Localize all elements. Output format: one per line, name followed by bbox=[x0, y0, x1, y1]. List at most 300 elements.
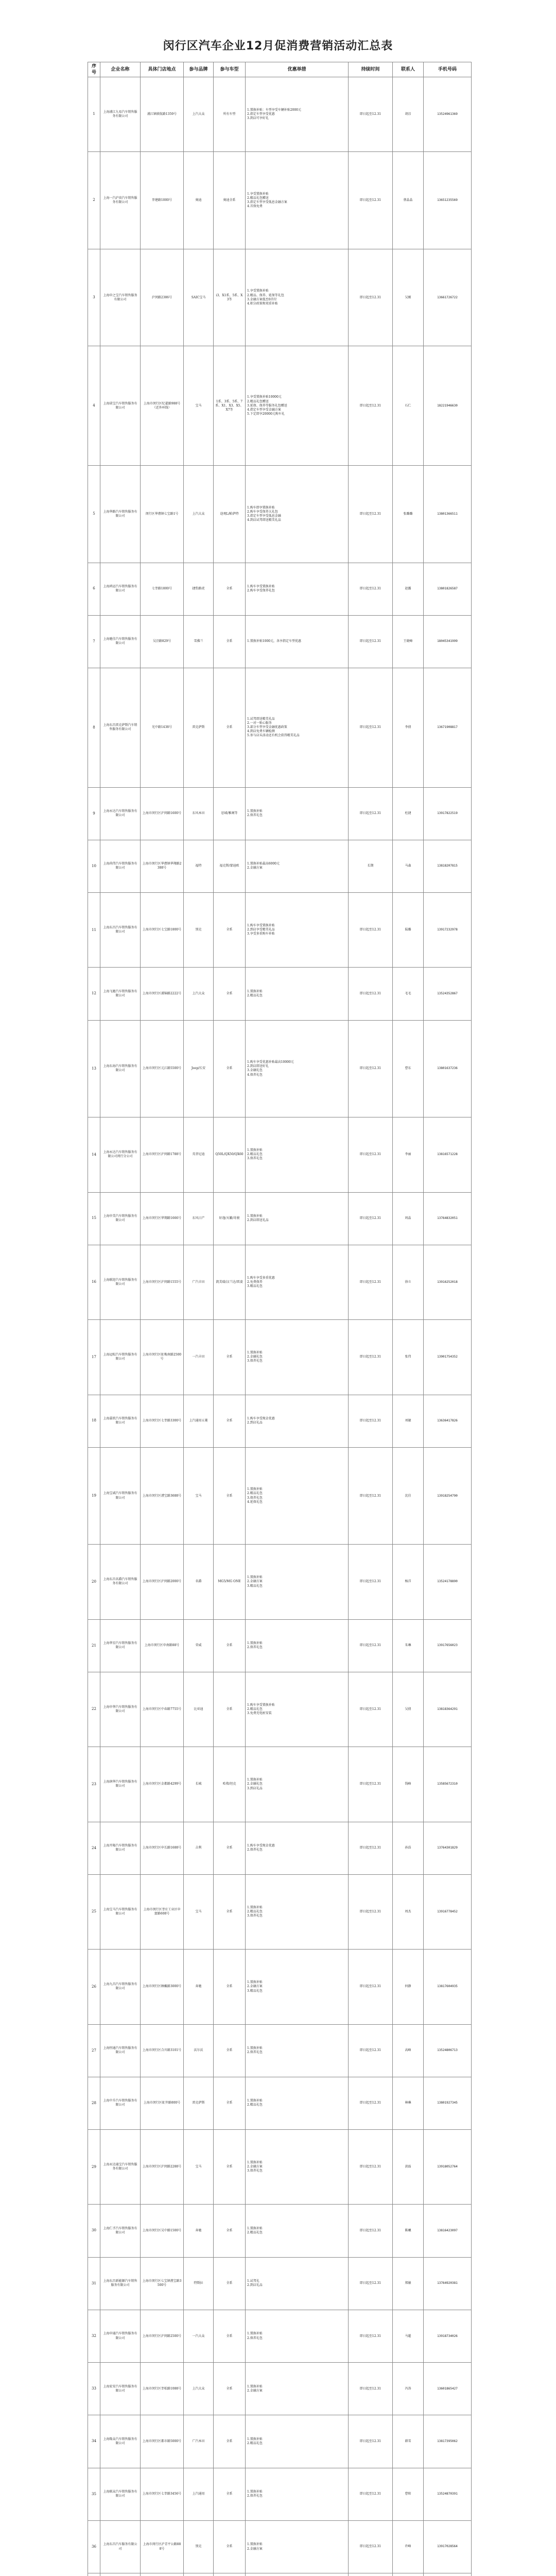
row-offer-cell: 1.置换补贴 2.保养礼包 bbox=[246, 2024, 349, 2077]
table-row bbox=[88, 787, 472, 840]
row-contact-cell: 毛毛 bbox=[393, 968, 424, 1020]
table-row bbox=[88, 249, 472, 346]
row-offer-cell: 1.购车享受优惠补贴最高10000元 2.到店即送好礼 3.金融礼包 4.保养礼包 bbox=[246, 1020, 349, 1117]
table-row bbox=[88, 1672, 472, 1747]
row-model-cell: MG5/MG ONE bbox=[214, 1545, 246, 1619]
row-phone-cell: 18221946630 bbox=[424, 346, 472, 466]
row-brand-cell: 上汽通用五菱 bbox=[184, 1395, 214, 1447]
row-time-cell: 即日起至12.31 bbox=[349, 1117, 393, 1192]
row-seq-cell: 12 bbox=[88, 968, 100, 1020]
table-row bbox=[88, 77, 472, 152]
row-contact-cell: 李倩 bbox=[393, 668, 424, 787]
row-offer-cell: 1.置换补贴：车型享受车辆补贴2000元 2.指定车型享受优惠 3.到店可享好礼 bbox=[246, 77, 349, 152]
row-seq-cell: 33 bbox=[88, 2363, 100, 2415]
row-phone-cell: 13917232978 bbox=[424, 893, 472, 968]
page-title: 闵行区汽车企业12月促消费营销活动汇总表 bbox=[163, 40, 393, 53]
row-seq-cell: 15 bbox=[88, 1192, 100, 1245]
row-seq-cell: 17 bbox=[88, 1320, 100, 1395]
table-row bbox=[88, 668, 472, 787]
row-address-cell: 上海市闵行区华翔路1666号 bbox=[141, 1192, 184, 1245]
row-model-cell: 全系 bbox=[214, 968, 246, 1020]
row-seq-cell: 20 bbox=[88, 1545, 100, 1619]
row-phone-cell: 13918052764 bbox=[424, 2130, 472, 2205]
row-seq-cell: 3 bbox=[88, 249, 100, 346]
row-model-cell: 全系 bbox=[214, 2077, 246, 2129]
table-row bbox=[88, 2024, 472, 2077]
row-address-cell: 上海市闵行区华漕镇华翔路2388号 bbox=[141, 840, 184, 892]
row-company-cell: 上海东昌名爵汽车销售服务有限公司 bbox=[100, 1545, 141, 1619]
table-row bbox=[88, 1619, 472, 1672]
row-company-cell: 上海永达汽车销售服务有限公司 bbox=[100, 787, 141, 840]
row-model-cell: 全系 bbox=[214, 1320, 246, 1395]
row-seq-cell: 30 bbox=[88, 2205, 100, 2257]
row-company-cell: 上海冠松汽车销售服务有限公司 bbox=[100, 1320, 141, 1395]
row-contact-cell: 黄磊 bbox=[393, 2130, 424, 2205]
row-model-cell: 全系 bbox=[214, 1822, 246, 1874]
row-brand-cell: 一汽丰田 bbox=[184, 1320, 214, 1395]
row-company-cell: 上海鸿运汽车销售服务有限公司 bbox=[100, 563, 141, 615]
row-contact-cell bbox=[393, 2573, 424, 2576]
row-contact-cell: 曹阳 bbox=[393, 2468, 424, 2520]
header-cell-address: 具体门店地点 bbox=[141, 62, 184, 77]
row-contact-cell: 郑敏 bbox=[393, 2257, 424, 2310]
row-address-cell: 闵行区华漕镇七宝路1号 bbox=[141, 466, 184, 563]
table-row bbox=[88, 466, 472, 563]
row-time-cell: 即日起至12.31 bbox=[349, 2310, 393, 2362]
row-offer-cell: 1.置换补贴 2.金融礼包 3.到店礼品 bbox=[246, 1747, 349, 1822]
row-company-cell: 上海宝马汽车销售服务有限公司 bbox=[100, 1874, 141, 1949]
row-offer-cell: 1.享受置换补贴 2.精品、保养、延保等礼包 3.金融方案低至0首付 4.积分政策和双重补贴 bbox=[246, 249, 349, 346]
row-model-cell: 全系 bbox=[214, 2468, 246, 2520]
table-row bbox=[88, 2257, 472, 2310]
row-offer-cell: 1.置换补贴 2.精品礼包 3.保养礼包 bbox=[246, 1874, 349, 1949]
row-address-cell: 上海市闵行区沪闵路2288号 bbox=[141, 2130, 184, 2205]
row-phone-cell: 13524178890 bbox=[424, 1545, 472, 1619]
table-row bbox=[88, 1874, 472, 1949]
row-model-cell: 全系 bbox=[214, 563, 246, 615]
table-header-row bbox=[88, 62, 472, 77]
row-phone-cell: 13764920381 bbox=[424, 2257, 472, 2310]
row-company-cell: 上海华路汽车销售服务有限公司 bbox=[100, 466, 141, 563]
row-company-cell: 上海东昌新能源汽车销售服务有限公司 bbox=[100, 2257, 141, 2310]
header-cell-time: 持续时间 bbox=[349, 62, 393, 77]
row-seq-cell: 11 bbox=[88, 893, 100, 968]
row-model-cell: 全系 bbox=[214, 1672, 246, 1747]
row-company-cell: 上海飞驰汽车销售服务有限公司 bbox=[100, 968, 141, 1020]
row-phone-cell: 13818364291 bbox=[424, 1672, 472, 1747]
row-brand-cell: 宝马 bbox=[184, 2130, 214, 2205]
row-seq-cell: 32 bbox=[88, 2310, 100, 2362]
row-contact-cell: 王晓峰 bbox=[393, 615, 424, 668]
row-phone-cell: 13817395062 bbox=[424, 2415, 472, 2468]
header-cell-model: 参与车型 bbox=[214, 62, 246, 77]
row-phone-cell: 13764301829 bbox=[424, 1822, 472, 1874]
table-row bbox=[88, 2468, 472, 2520]
row-seq-cell: 19 bbox=[88, 1447, 100, 1545]
row-time-cell: 即日起至12.31 bbox=[349, 1672, 393, 1747]
row-seq-cell: 13 bbox=[88, 1020, 100, 1117]
row-address-cell: 上海市闵行区纪翟路988号（近外环线） bbox=[141, 346, 184, 466]
row-phone-cell: 13917028564 bbox=[424, 2520, 472, 2573]
row-phone-cell: 13524961369 bbox=[424, 77, 472, 152]
row-company-cell: 上海浦江九易汽车销售服务有限公司 bbox=[100, 77, 141, 152]
row-brand-cell: 上汽大众 bbox=[184, 2363, 214, 2415]
row-brand-cell: 广汽本田 bbox=[184, 2415, 214, 2468]
row-contact-cell: 张伟 bbox=[393, 1320, 424, 1395]
row-company-cell: 上海申华汽车销售服务有限公司 bbox=[100, 1672, 141, 1747]
row-time-cell: 即日起至12.31 bbox=[349, 152, 393, 249]
row-offer-cell: 1.置换补贴 2.金融方案 bbox=[246, 2520, 349, 2573]
row-address-cell: 上海市闵行区申长路1688号 bbox=[141, 1822, 184, 1874]
row-model-cell: 全系 bbox=[214, 2310, 246, 2362]
row-company-cell: 上海尚伟汽车销售服务有限公司 bbox=[100, 840, 141, 892]
row-address-cell: 吴泾路829号 bbox=[141, 615, 184, 668]
row-contact-cell: 高峰 bbox=[393, 2024, 424, 2077]
row-address-cell: 上海市闵行区都市路5000号 bbox=[141, 2415, 184, 2468]
row-phone-cell: 13764832051 bbox=[424, 1192, 472, 1245]
row-company-cell: 上海东昌雷克萨斯汽车销售服务有限公司 bbox=[100, 668, 141, 787]
row-company-cell: 上海宝诚汽车销售服务有限公司 bbox=[100, 1447, 141, 1545]
row-contact-cell: 蔡晶晶 bbox=[393, 152, 424, 249]
row-company-cell: 上海润华汽车销售服务有限公司 bbox=[100, 1747, 141, 1822]
table-row bbox=[88, 1245, 472, 1319]
row-phone-cell: 13918254790 bbox=[424, 1447, 472, 1545]
row-model-cell: 全系 bbox=[214, 2257, 246, 2310]
table-row bbox=[88, 1020, 472, 1117]
row-time-cell: 即日起至12.31 bbox=[349, 1619, 393, 1672]
table-row bbox=[88, 1822, 472, 1874]
row-address-cell: 上海市闵行区沪青平公路888号 bbox=[141, 2520, 184, 2573]
row-model-cell: 凯美瑞/汉兰达/雷凌 bbox=[214, 1245, 246, 1319]
row-time-cell: 即日起至12.31 bbox=[349, 668, 393, 787]
row-seq-cell: 14 bbox=[88, 1117, 100, 1192]
row-phone-cell: 13601865427 bbox=[424, 2363, 472, 2415]
table-row bbox=[88, 2363, 472, 2415]
row-address-cell: 上海市闵行区浦锦路2222号 bbox=[141, 968, 184, 1020]
row-contact-cell: 吴刚 bbox=[393, 249, 424, 346]
row-contact-cell: 赵露 bbox=[393, 563, 424, 615]
row-time-cell: 即日起至12.31 bbox=[349, 346, 393, 466]
row-offer-cell: 1.置换补贴 2.精品礼包 3.保养礼包 bbox=[246, 1117, 349, 1192]
row-brand-cell: 比亚迪 bbox=[184, 1672, 214, 1747]
row-address-cell: 上海市闵行区吴中路1500号 bbox=[141, 2205, 184, 2257]
row-phone-cell: 13801826587 bbox=[424, 563, 472, 615]
row-company-cell: 上海一汽沪贵汽车销售服务有限公司 bbox=[100, 152, 141, 249]
row-model-cell: 全系 bbox=[214, 2130, 246, 2205]
row-model-cell: 全系 bbox=[214, 893, 246, 968]
row-address-cell: 上海市闵行区金都路4299号 bbox=[141, 1747, 184, 1822]
row-company-cell: 上海仁孚汽车销售服务有限公司 bbox=[100, 2205, 141, 2257]
row-seq-cell: 28 bbox=[88, 2077, 100, 2129]
row-brand-cell: 荣威 bbox=[184, 1619, 214, 1672]
row-phone-cell: 13917822519 bbox=[424, 787, 472, 840]
row-offer-cell: 1.置换补贴 2.保养礼包 bbox=[246, 1619, 349, 1672]
row-seq-cell: 1 bbox=[88, 77, 100, 152]
row-brand-cell: 上汽大众 bbox=[184, 968, 214, 1020]
row-address-cell: 上海市闵行区七莘路3300号 bbox=[141, 1395, 184, 1447]
row-address-cell: 莘建路1000号 bbox=[141, 152, 184, 249]
row-phone-cell: 13817604935 bbox=[424, 1950, 472, 2024]
row-time-cell: 即日起至12.31 bbox=[349, 563, 393, 615]
row-seq-cell: 18 bbox=[88, 1395, 100, 1447]
row-brand-cell: 长城 bbox=[184, 1747, 214, 1822]
table-row bbox=[88, 346, 472, 466]
row-contact-cell: 陈曦 bbox=[393, 2205, 424, 2257]
row-company-cell: 上海恒通汽车销售服务有限公司 bbox=[100, 2024, 141, 2077]
row-company-cell: 上海联众汽车销售服务有限公司 bbox=[100, 2468, 141, 2520]
row-company-cell: 上海驰佳汽车销售服务有限公司 bbox=[100, 615, 141, 668]
row-contact-cell: 林琳 bbox=[393, 2077, 424, 2129]
row-address-cell: 上海市闵行区申南路88号 bbox=[141, 1619, 184, 1672]
row-contact-cell: 曹东 bbox=[393, 1020, 424, 1117]
row-phone-cell: 13651235569 bbox=[424, 152, 472, 249]
row-time-cell: 即日起至12.31 bbox=[349, 249, 393, 346]
row-offer-cell: 1.置换补贴最高6000元 2.金融方案 bbox=[246, 840, 349, 892]
row-contact-cell: 杨洋 bbox=[393, 1545, 424, 1619]
row-seq-cell: 2 bbox=[88, 152, 100, 249]
row-contact-cell: 周晶 bbox=[393, 1192, 424, 1245]
row-time-cell: 即日起至12.31 bbox=[349, 1320, 393, 1395]
row-phone-cell: 13818207815 bbox=[424, 840, 472, 892]
row-model-cell: Q50L/QX50/QX60 bbox=[214, 1117, 246, 1192]
table-row bbox=[88, 1395, 472, 1447]
row-offer-cell: 1.购车享受置换补贴 2.精品礼包 3.免费充电桩安装 bbox=[246, 1672, 349, 1747]
row-contact-cell: 李丽 bbox=[393, 1117, 424, 1192]
row-phone-cell: 13916252018 bbox=[424, 1245, 472, 1319]
row-model-cell: 全系 bbox=[214, 1395, 246, 1447]
table-row bbox=[88, 2573, 472, 2576]
row-contact-cell: 许峰 bbox=[393, 2520, 424, 2573]
row-address-cell: 上海市闵行区沪闵路2000号 bbox=[141, 1545, 184, 1619]
row-phone-cell: 13916778452 bbox=[424, 1874, 472, 1949]
row-company-cell: 上海开隆汽车销售服务有限公司 bbox=[100, 1822, 141, 1874]
row-address-cell: 光中路1438号 bbox=[141, 668, 184, 787]
table-row bbox=[88, 2077, 472, 2129]
row-phone-cell: 13636417826 bbox=[424, 1395, 472, 1447]
row-address-cell bbox=[141, 2573, 184, 2576]
row-model-cell: 全系 bbox=[214, 1447, 246, 1545]
row-brand-cell: SAIC宝马 bbox=[184, 249, 214, 346]
row-contact-cell: 张璐璐 bbox=[393, 466, 424, 563]
row-contact-cell: 冯涛 bbox=[393, 2363, 424, 2415]
row-seq-cell: 8 bbox=[88, 668, 100, 787]
row-offer-cell: 1.置换补贴 2.精品礼包 bbox=[246, 2205, 349, 2257]
row-brand-cell bbox=[184, 2573, 214, 2576]
row-contact-cell: 陆璐 bbox=[393, 893, 424, 968]
row-company-cell: 上海永达通宝汽车销售服务有限公司 bbox=[100, 2130, 141, 2205]
row-seq-cell: 29 bbox=[88, 2130, 100, 2205]
table-row bbox=[88, 2310, 472, 2362]
row-brand-cell: 宝马 bbox=[184, 1874, 214, 1949]
table-row bbox=[88, 2415, 472, 2468]
row-company-cell: 上海诺宝汽车销售服务有限公司 bbox=[100, 346, 141, 466]
row-contact-cell: 周杰 bbox=[393, 1874, 424, 1949]
row-offer-cell: 1.购车享受现金优惠 2.保养礼包 bbox=[246, 1822, 349, 1874]
row-time-cell: 即日起至12.31 bbox=[349, 77, 393, 152]
row-address-cell: 上海市闵行区沪闵路2500号 bbox=[141, 2310, 184, 2362]
row-brand-cell: 广汽丰田 bbox=[184, 1245, 214, 1319]
table-row bbox=[88, 968, 472, 1020]
row-brand-cell: 宝马 bbox=[184, 1447, 214, 1545]
row-phone-cell: 13917656023 bbox=[424, 1619, 472, 1672]
row-time-cell: 即日起至12.31 bbox=[349, 2024, 393, 2077]
row-brand-cell: 东风日产 bbox=[184, 1192, 214, 1245]
row-time-cell: 即日起至12.31 bbox=[349, 1874, 393, 1949]
row-contact-cell: 何静 bbox=[393, 1950, 424, 2024]
table-row bbox=[88, 840, 472, 892]
header-cell-contact: 联系人 bbox=[393, 62, 424, 77]
row-time-cell: 即日起至12.31 bbox=[349, 2520, 393, 2573]
row-address-cell: 上海市闵行区合川路3101号 bbox=[141, 2024, 184, 2077]
row-seq-cell: 34 bbox=[88, 2415, 100, 2468]
row-company-cell: 上海东昌汽车服务有限公司 bbox=[100, 2520, 141, 2573]
row-offer-cell: 1.置换补贴 2.精品礼包 bbox=[246, 2077, 349, 2129]
row-model-cell: 全系 bbox=[214, 2205, 246, 2257]
row-time-cell: 即日起至12.31 bbox=[349, 2257, 393, 2310]
row-time-cell: 即日起至12.31 bbox=[349, 1822, 393, 1874]
row-contact-cell: 朱琳 bbox=[393, 1619, 424, 1672]
row-contact-cell: 马森 bbox=[393, 840, 424, 892]
row-model-cell: 所有车型 bbox=[214, 77, 246, 152]
table-row bbox=[88, 2520, 472, 2573]
row-address-cell: 上海市闵行区顾戴路3000号 bbox=[141, 1950, 184, 2024]
row-brand-cell: 捷豹路虎 bbox=[184, 563, 214, 615]
row-model-cell: 全系 bbox=[214, 1950, 246, 2024]
row-contact-cell: 杜捷 bbox=[393, 787, 424, 840]
header-cell-company: 企业名称 bbox=[100, 62, 141, 77]
row-seq-cell: 24 bbox=[88, 1822, 100, 1874]
row-company-cell: 上海东海汽车销售服务有限公司 bbox=[100, 1020, 141, 1117]
row-contact-cell: 刘敏 bbox=[393, 1395, 424, 1447]
row-time-cell: 长期 bbox=[349, 840, 393, 892]
row-seq-cell: 26 bbox=[88, 1950, 100, 2024]
row-offer-cell: 1.置换补贴 2.金融方案 3.精品礼包 bbox=[246, 1545, 349, 1619]
row-offer-cell: 1.置换补贴 2.金融礼包 3.保养礼包 bbox=[246, 1320, 349, 1395]
row-time-cell: 即日起至12.31 bbox=[349, 1245, 393, 1319]
row-model-cell: 途观L/帕萨特 bbox=[214, 466, 246, 563]
row-contact-cell: 马超 bbox=[393, 2310, 424, 2362]
table-row bbox=[88, 1117, 472, 1192]
promotion-table-container bbox=[88, 62, 471, 2576]
row-company-cell bbox=[100, 2573, 141, 2576]
row-company-cell: 上海永达汽车销售服务有限公司闵行分公司 bbox=[100, 1117, 141, 1192]
row-offer-cell: 1.置换补贴 2.精品礼包 3.保养礼包 4.延保礼包 bbox=[246, 1447, 349, 1545]
row-phone-cell: 13801366511 bbox=[424, 466, 472, 563]
row-offer-cell: 1.置换补贴 2.精品礼包 bbox=[246, 968, 349, 1020]
header-cell-seq: 序号 bbox=[88, 62, 100, 77]
row-phone-cell: 13661726722 bbox=[424, 249, 472, 346]
row-address-cell: 上海市闵行区沪闵路1555号 bbox=[141, 1245, 184, 1319]
row-model-cell: 全系 bbox=[214, 2520, 246, 2573]
row-phone-cell: 13901754352 bbox=[424, 1320, 472, 1395]
row-brand-cell: 宝马 bbox=[184, 346, 214, 466]
row-time-cell: 即日起至12.31 bbox=[349, 787, 393, 840]
row-seq-cell: 27 bbox=[88, 2024, 100, 2077]
row-model-cell: 全系 bbox=[214, 2363, 246, 2415]
row-time-cell: 即日起至12.31 bbox=[349, 893, 393, 968]
table-row bbox=[88, 1950, 472, 2024]
row-contact-cell: 石仁 bbox=[393, 346, 424, 466]
row-offer-cell bbox=[246, 2573, 349, 2576]
row-contact-cell: 钱峰 bbox=[393, 1747, 424, 1822]
row-seq-cell: 35 bbox=[88, 2468, 100, 2520]
row-offer-cell: 1.置换补贴 2.保养礼包 bbox=[246, 2310, 349, 2362]
table-row bbox=[88, 152, 472, 249]
row-time-cell: 即日起至12.31 bbox=[349, 615, 393, 668]
row-model-cell: 全系 bbox=[214, 615, 246, 668]
row-address-cell: 上海市闵行区沪闵路1788号 bbox=[141, 1117, 184, 1192]
row-address-cell: 上海市闵行区漕宝路3688号 bbox=[141, 1447, 184, 1545]
row-time-cell: 即日起至12.31 bbox=[349, 2468, 393, 2520]
row-seq-cell: 7 bbox=[88, 615, 100, 668]
row-seq-cell: 22 bbox=[88, 1672, 100, 1747]
row-time-cell: 即日起至12.31 bbox=[349, 1020, 393, 1117]
row-seq-cell: 9 bbox=[88, 787, 100, 840]
row-address-cell: 上海市闵行区七宝镇漕宝路3500号 bbox=[141, 2257, 184, 2310]
row-time-cell: 即日起至12.31 bbox=[349, 1395, 393, 1447]
row-contact-cell: 韩雪 bbox=[393, 2415, 424, 2468]
row-model-cell: 全系 bbox=[214, 1874, 246, 1949]
row-model-cell: 全系 bbox=[214, 1619, 246, 1672]
row-phone-cell: 13801927345 bbox=[424, 2077, 472, 2129]
row-seq-cell: 25 bbox=[88, 1874, 100, 1949]
row-brand-cell: 雷克萨斯 bbox=[184, 668, 214, 787]
row-brand-cell: 特斯拉 bbox=[184, 2257, 214, 2310]
row-seq-cell: 10 bbox=[88, 840, 100, 892]
row-model-cell: 全系 bbox=[214, 668, 246, 787]
row-model-cell bbox=[214, 2573, 246, 2576]
header-cell-offer: 优惠举措 bbox=[246, 62, 349, 77]
row-offer-cell: 1.置换补贴 2.金融方案 3.精品礼包 bbox=[246, 1950, 349, 2024]
row-seq-cell: 4 bbox=[88, 346, 100, 466]
row-offer-cell: 1.试驾即送精美礼品 2.一对一贴心服务 3.部分车型享受金融优惠政策 4.到店免费车辆检测 5.参与店头活动还有机会获得精美礼品 bbox=[246, 668, 349, 787]
row-brand-cell: Jeep/长安 bbox=[184, 1020, 214, 1117]
row-address-cell: 浦江镇联航路1359号 bbox=[141, 77, 184, 152]
row-offer-cell: 1.置换补贴 2.保养礼包 bbox=[246, 2468, 349, 2520]
row-company-cell: 上海嘉欣汽车销售服务有限公司 bbox=[100, 1395, 141, 1447]
row-offer-cell: 1.购车享受置换补贴 2.到店享受精美礼品 3.享受多重购车补贴 bbox=[246, 893, 349, 968]
row-phone-cell: 13524870391 bbox=[424, 2468, 472, 2520]
row-model-cell: 奥迪全系 bbox=[214, 152, 246, 249]
row-model-cell: 思域/雅阁等 bbox=[214, 787, 246, 840]
row-address-cell: 上海市闵行区七莘路3456号 bbox=[141, 2468, 184, 2520]
row-company-cell: 上海东昌汽车销售服务有限公司 bbox=[100, 893, 141, 968]
row-brand-cell: 上汽大众 bbox=[184, 77, 214, 152]
table-row bbox=[88, 1192, 472, 1245]
row-time-cell: 即日起至12.31 bbox=[349, 1747, 393, 1822]
row-offer-cell: 1.购车享受现金优惠 2.到店礼品 bbox=[246, 1395, 349, 1447]
row-time-cell: 即日起至12.31 bbox=[349, 2363, 393, 2415]
row-offer-cell: 1.置换补贴 2.金融方案 3.保养礼包 bbox=[246, 2130, 349, 2205]
row-brand-cell: 上汽大众 bbox=[184, 466, 214, 563]
row-offer-cell: 1.购车即享置换补贴 2.购车享受保养大礼包 3.指定车型享受低息金融 4.到店试驾即送精美礼品 bbox=[246, 466, 349, 563]
table-row bbox=[88, 563, 472, 615]
table-row bbox=[88, 1447, 472, 1545]
row-address-cell: 沪闵路2386号 bbox=[141, 249, 184, 346]
row-address-cell: 上海市闵行区莘松路1088号 bbox=[141, 2363, 184, 2415]
row-seq-cell: 23 bbox=[88, 1747, 100, 1822]
row-seq-cell: 21 bbox=[88, 1619, 100, 1672]
row-brand-cell: 奥迪 bbox=[184, 152, 214, 249]
row-model-cell: i3、X1系、5系、X3等 bbox=[214, 249, 246, 346]
row-seq-cell: 36 bbox=[88, 2520, 100, 2573]
row-contact-cell: 胡淙 bbox=[393, 77, 424, 152]
table-row bbox=[88, 1545, 472, 1619]
row-address-cell: 上海市闵行区七宝路1800号 bbox=[141, 893, 184, 968]
row-contact-cell: 孙浩 bbox=[393, 1822, 424, 1874]
row-contact-cell: 徐立 bbox=[393, 1245, 424, 1319]
row-model-cell: 1系、3系、5系、7系、X1、X3、X5、X7等 bbox=[214, 346, 246, 466]
